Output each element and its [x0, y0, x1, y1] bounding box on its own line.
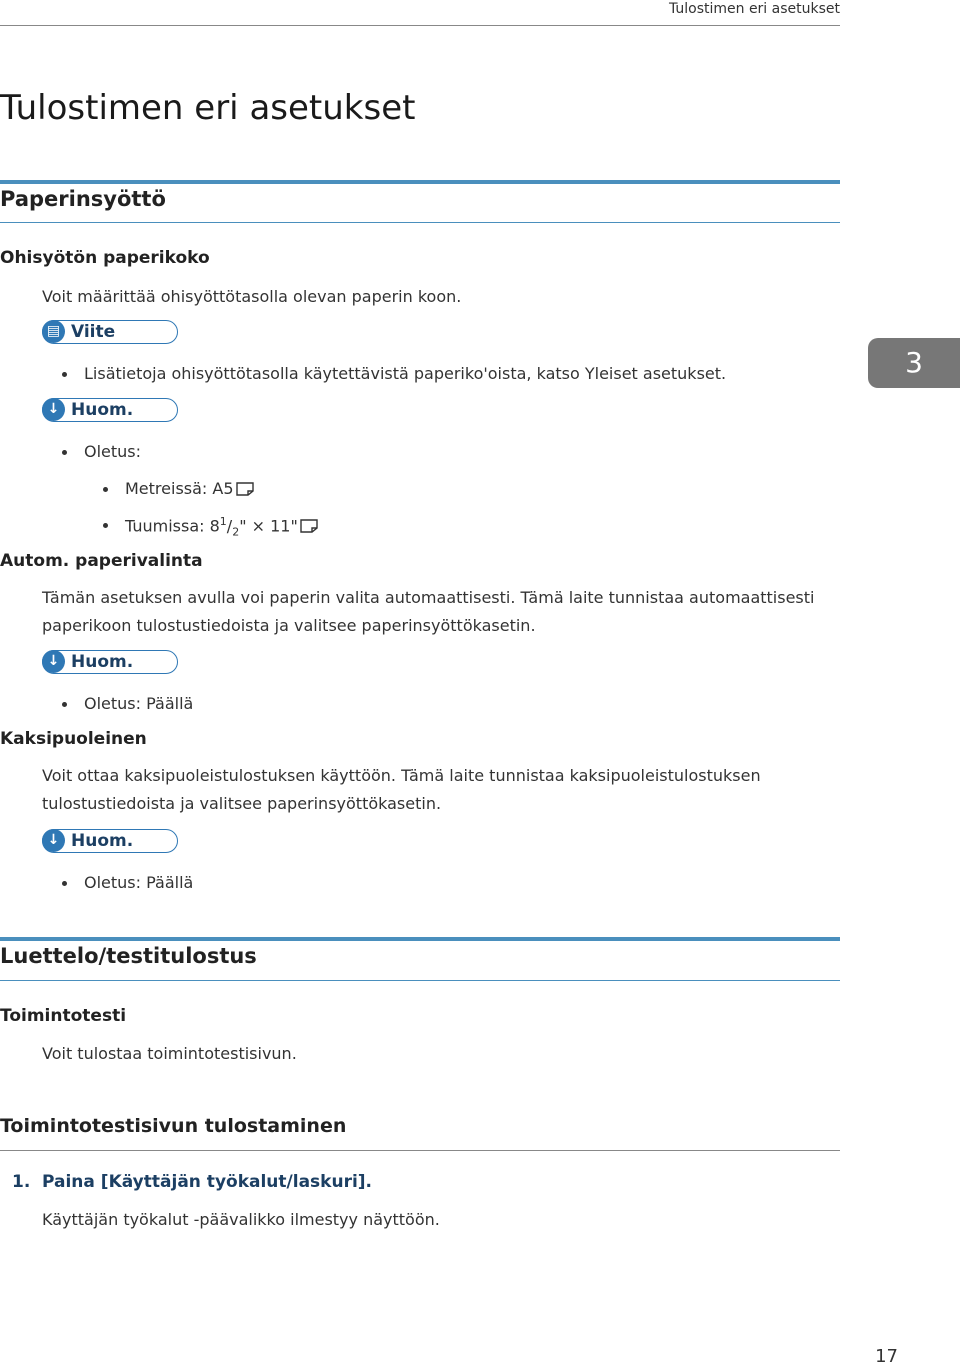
- config-text: Voit tulostaa toimintotestisivun.: [42, 1044, 297, 1063]
- section-rule: [0, 937, 840, 941]
- config-heading: Toimintotesti: [0, 1006, 127, 1026]
- note-box: [42, 398, 178, 422]
- inch-slash: /: [226, 516, 233, 536]
- note-label: Huom.: [71, 831, 134, 851]
- section-underline: [0, 222, 840, 223]
- header-rule: [0, 25, 840, 26]
- duplex-default-bullet: Oletus: Päällä: [84, 873, 194, 892]
- note-label: Huom.: [71, 400, 134, 420]
- inch-prefix: Tuumissa: 8: [125, 516, 220, 536]
- inch-denominator: 2: [232, 525, 240, 539]
- reference-box: [42, 320, 178, 344]
- auto-default-bullet: Oletus: Päällä: [84, 694, 194, 713]
- note-box: [42, 650, 178, 674]
- procedure-heading: Toimintotestisivun tulostaminen: [0, 1115, 347, 1137]
- note-box: [42, 829, 178, 853]
- page-title: Tulostimen eri asetukset: [0, 88, 416, 128]
- page-number: 17: [875, 1346, 898, 1367]
- auto-text: Tämän asetuksen avulla voi paperin valita automaattisesti. Tämä laite tunnistaa automaattisesti paperikoon tulostustiedoista ja valitsee paperinsyöttökasetin.: [42, 588, 815, 635]
- metric-text: Metreissä: A5: [125, 479, 234, 498]
- inch-numerator: 1: [219, 515, 227, 528]
- paper-orientation-icon: [236, 482, 254, 496]
- inch-suffix: " × 11": [239, 516, 298, 536]
- down-arrow-icon: ↓: [42, 398, 65, 421]
- note-label: Huom.: [71, 652, 134, 672]
- section-title-paper: Paperinsyöttö: [0, 187, 166, 211]
- step-text: Paina [Käyttäjän työkalut/laskuri].: [42, 1172, 373, 1192]
- duplex-heading: Kaksipuoleinen: [0, 729, 147, 749]
- memo-icon: ▤: [42, 320, 65, 343]
- down-arrow-icon: ↓: [42, 829, 65, 852]
- chapter-tab: 3: [868, 338, 960, 388]
- down-arrow-icon: ↓: [42, 650, 65, 673]
- running-header: Tulostimen eri asetukset: [668, 1, 840, 17]
- step-number: 1.: [12, 1172, 31, 1192]
- bypass-heading: Ohisyötön paperikoko: [0, 248, 210, 268]
- section-underline: [0, 980, 840, 981]
- metric-bullet: [125, 479, 254, 498]
- step-result: Käyttäjän työkalut -päävalikko ilmestyy näyttöön.: [42, 1210, 440, 1229]
- inch-bullet: [125, 515, 318, 539]
- auto-heading: Autom. paperivalinta: [0, 551, 203, 571]
- section-title-list: Luettelo/testitulostus: [0, 944, 257, 968]
- bypass-text: Voit määrittää ohisyöttötasolla olevan paperin koon.: [42, 287, 462, 306]
- section-rule: [0, 180, 840, 184]
- procedure-rule: [0, 1150, 840, 1151]
- paper-orientation-icon: [300, 519, 318, 533]
- default-bullet: Oletus:: [84, 442, 142, 461]
- reference-label: Viite: [71, 322, 116, 342]
- duplex-text: Voit ottaa kaksipuoleistulostuksen käyttöön. Tämä laite tunnistaa kaksipuoleistulostuksen tulostustiedoista ja valitsee paperinsyöttökasetin.: [42, 766, 761, 813]
- reference-bullet: Lisätietoja ohisyöttötasolla käytettävistä paperiko'oista, katso Yleiset asetukset.: [84, 364, 727, 383]
